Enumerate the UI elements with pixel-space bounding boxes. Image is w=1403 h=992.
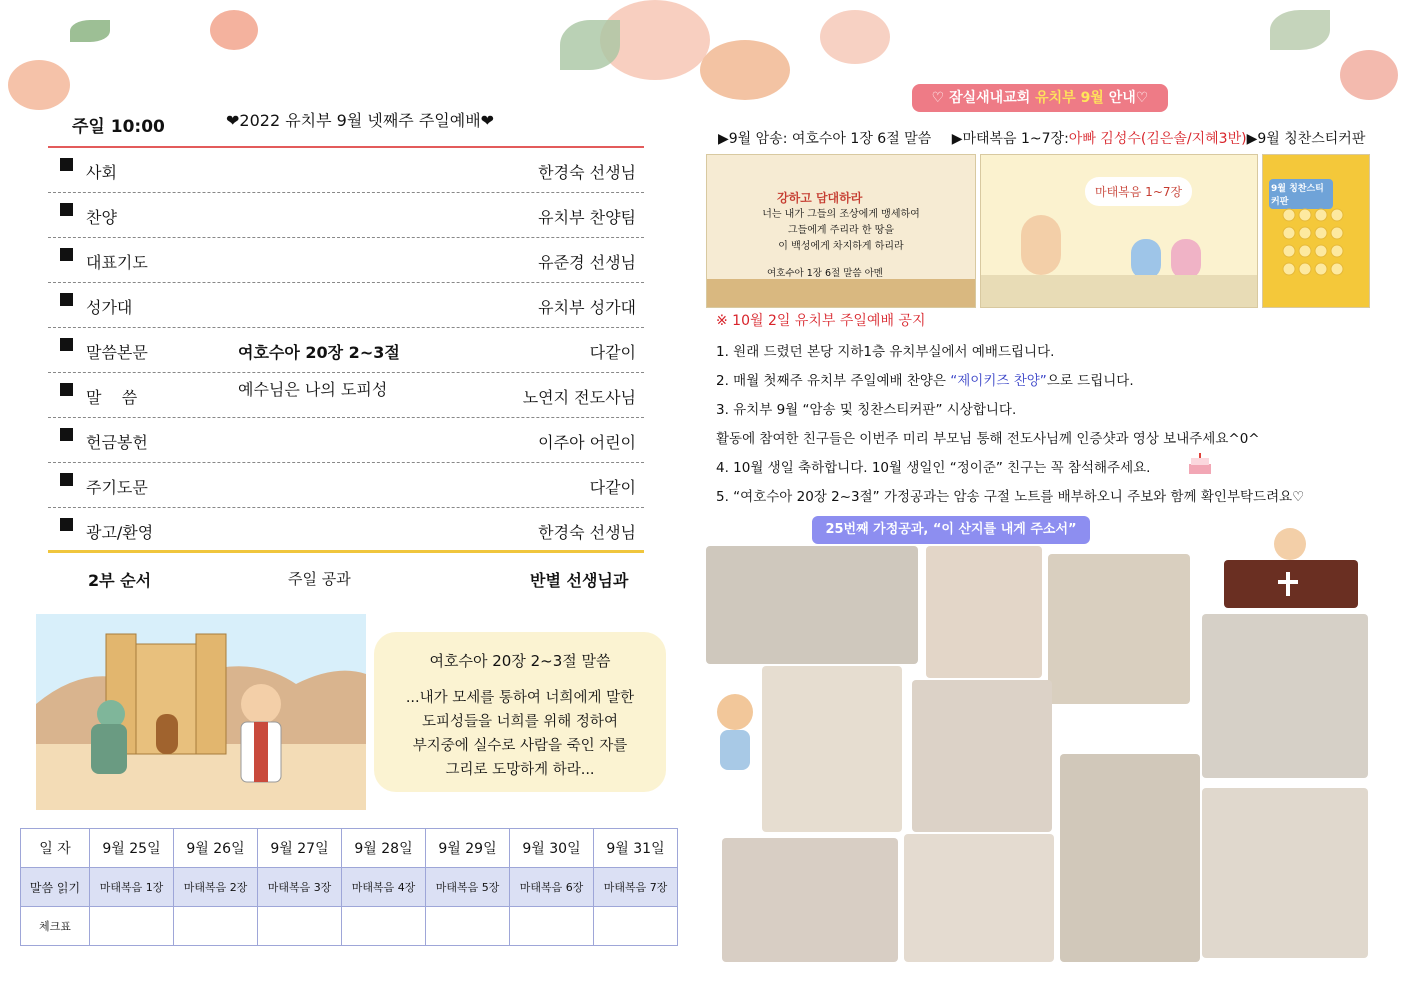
memory-verse-note: ▶9월 암송: 여호수아 1장 6절 말씀: [718, 131, 932, 147]
order-row: [48, 463, 644, 508]
order-row: [48, 508, 644, 553]
part2-label: 2부 순서: [88, 571, 152, 590]
check-cell[interactable]: [510, 907, 594, 946]
order-row: [48, 193, 644, 238]
child-photo: [1048, 554, 1190, 704]
monthly-summary: [718, 128, 1365, 148]
child-photo: [762, 666, 902, 832]
notice-title: ※ 10월 2일 유치부 주일예배 공지: [716, 313, 926, 329]
check-cell[interactable]: [258, 907, 342, 946]
verse-title: 여호수아 20장 2~3절 말씀: [429, 652, 611, 670]
date-cell: 9월 28일: [342, 829, 426, 868]
reading-cell: 마태복음 3장: [258, 868, 342, 907]
page-title: ❤2022 유치부 9월 넷째주 주일예배❤: [226, 111, 495, 130]
order-leader: 한경숙 선생님: [538, 523, 636, 542]
banner-highlight: 유치부 9월: [1035, 90, 1104, 106]
order-label: 대표기도: [86, 253, 148, 272]
sticker-board-card: [1262, 154, 1370, 308]
cake-icon: [1186, 452, 1214, 476]
notice-item: [716, 369, 1134, 389]
part2-middle: 주일 공과: [288, 570, 351, 588]
child-photo: [722, 838, 898, 962]
banner-text: 안내♡: [1103, 90, 1149, 106]
leaf-decoration: [70, 20, 110, 42]
child-figure: [1171, 239, 1201, 279]
check-cell[interactable]: [174, 907, 258, 946]
notice-item: 1. 원래 드렸던 본당 지하1층 유치부실에서 예배드립니다.: [716, 344, 1055, 360]
order-leader: 유치부 성가대: [538, 298, 636, 317]
flower-decoration: [820, 10, 890, 64]
row-label: 체크표: [21, 907, 90, 946]
order-row: [48, 418, 644, 463]
reading-cell: 마태복음 4장: [342, 868, 426, 907]
check-cell[interactable]: [594, 907, 678, 946]
order-label: 사회: [86, 163, 117, 182]
notice-item: 4. 10월 생일 축하합니다. 10월 생일인 “정이준” 친구는 꼭 참석해주세요.: [716, 460, 1151, 476]
date-cell: 9월 29일: [426, 829, 510, 868]
child-photo: [912, 680, 1052, 832]
notice-text: 2. 매월 첫째주 유치부 주일예배 찬양은: [716, 373, 951, 389]
date-cell: 9월 27일: [258, 829, 342, 868]
verse-line: 부지중에 실수로 사람을 죽인 자를: [412, 738, 628, 754]
card-ref: 여호수아 1장 6절 말씀 아멘: [767, 268, 883, 279]
matthew-winner: 아빠 김성수(김은솔/지혜3반): [1068, 131, 1247, 147]
bullet-square-icon: [60, 338, 73, 351]
row-label: 일 자: [21, 829, 90, 868]
order-leader: 다같이: [589, 343, 636, 362]
notice-highlight: “제이키즈 찬양”: [950, 373, 1047, 389]
date-cell: 9월 26일: [174, 829, 258, 868]
order-label: 찬양: [86, 208, 117, 227]
card-line: 그들에게 주리라 한 땅을: [787, 225, 895, 236]
card-title: 9월 칭찬스티커판: [1269, 179, 1333, 209]
sticker-note: ▶9월 칭찬스티커판: [1246, 131, 1366, 147]
reading-cell: 마태복음 2장: [174, 868, 258, 907]
divider: [48, 550, 644, 553]
order-leader: 다같이: [589, 478, 636, 497]
child-photo: [1202, 788, 1368, 958]
order-leader: 이주아 어린이: [538, 433, 636, 452]
jesus-figure: [1021, 215, 1061, 275]
verse-line: ...내가 모세를 통하여 너희에게 말한: [405, 690, 635, 706]
date-cell: 9월 31일: [594, 829, 678, 868]
card-title: 마태복음 1~7장: [1085, 177, 1192, 206]
notice-banner: [912, 84, 1168, 112]
date-cell: 9월 30일: [510, 829, 594, 868]
order-leader: 한경숙 선생님: [538, 163, 636, 182]
order-label: 광고/환영: [86, 523, 154, 542]
reading-cell: 마태복음 7장: [594, 868, 678, 907]
bullet-square-icon: [60, 518, 73, 531]
verse-line: 도피성들을 너희를 위해 정하여: [422, 714, 618, 730]
child-photo: [1060, 754, 1200, 962]
refuge-city-illustration: [36, 614, 366, 810]
order-label: 헌금봉헌: [86, 433, 148, 452]
card-title: 강하고 담대하라: [777, 191, 863, 205]
leaf-decoration: [560, 20, 620, 70]
card-line: 너는 내가 그들의 조상에게 맹세하여: [762, 209, 920, 220]
notice-item: 3. 유치부 9월 “암송 및 칭찬스티커판” 시상합니다.: [716, 402, 1017, 418]
reading-cell: 마태복음 1장: [90, 868, 174, 907]
verse-box: [374, 632, 666, 792]
order-label: 성가대: [86, 298, 133, 317]
notice-text: 으로 드립니다.: [1046, 373, 1134, 389]
bible-jesus-illustration: [1214, 520, 1368, 612]
flower-decoration: [700, 40, 790, 100]
flower-decoration: [1340, 50, 1398, 100]
child-photo: [904, 834, 1054, 962]
child-figure: [1131, 239, 1161, 279]
order-row: [48, 283, 644, 328]
row-label: 말씀 읽기: [21, 868, 90, 907]
girl-illustration: [708, 690, 762, 776]
order-leader: 유준경 선생님: [538, 253, 636, 272]
matthew-note: ▶마태복음 1~7장:: [951, 131, 1069, 147]
order-row: [48, 148, 644, 193]
bullet-square-icon: [60, 383, 73, 396]
reading-cell: 마태복음 5장: [426, 868, 510, 907]
order-label: 주기도문: [86, 478, 148, 497]
bullet-square-icon: [60, 428, 73, 441]
child-photo: [1202, 614, 1368, 778]
bullet-square-icon: [60, 473, 73, 486]
order-detail: 예수님은 나의 도피성: [238, 380, 388, 399]
part2-right: 반별 선생님과: [530, 571, 629, 590]
order-label: 말 씀: [86, 388, 138, 407]
order-leader: 노연지 전도사님: [522, 388, 636, 407]
calendar-strip: [981, 275, 1257, 307]
check-cell[interactable]: [426, 907, 510, 946]
order-row: [48, 328, 644, 373]
service-time: 주일 10:00: [72, 117, 165, 137]
flower-decoration: [210, 10, 258, 50]
notice-item: 활동에 참여한 친구들은 이번주 미리 부모님 통해 전도사님께 인증샷과 영상 보내주세요^0^: [716, 431, 1260, 447]
bullet-square-icon: [60, 158, 73, 171]
check-cell[interactable]: [90, 907, 174, 946]
matthew-card: [980, 154, 1258, 308]
verse-line: 그리로 도망하게 하라...: [445, 762, 595, 778]
verse-text: [384, 686, 656, 782]
leaf-decoration: [1270, 10, 1330, 50]
order-row: [48, 373, 644, 418]
order-row: [48, 238, 644, 283]
lesson-pill: 25번째 가정공과, “이 산지를 내게 주소서”: [812, 516, 1090, 544]
ground-decoration: [707, 279, 975, 307]
check-cell[interactable]: [342, 907, 426, 946]
bullet-square-icon: [60, 203, 73, 216]
reading-table: [20, 828, 678, 946]
bullet-square-icon: [60, 293, 73, 306]
banner-text: ♡ 잠실새내교회: [931, 90, 1036, 106]
child-photo: [926, 546, 1042, 678]
order-detail: 여호수아 20장 2~3절: [238, 343, 400, 362]
child-photo: [706, 546, 918, 664]
sticker-grid: [1281, 207, 1351, 287]
memory-verse-card: [706, 154, 976, 308]
bullet-square-icon: [60, 248, 73, 261]
order-label: 말씀본문: [86, 343, 148, 362]
reading-cell: 마태복음 6장: [510, 868, 594, 907]
flower-decoration: [8, 60, 70, 110]
order-leader: 유치부 찬양팀: [538, 208, 636, 227]
date-cell: 9월 25일: [90, 829, 174, 868]
notice-item: 5. “여호수아 20장 2~3절” 가정공과는 암송 구절 노트를 배부하오니 주보와 함께 확인부탁드려요♡: [716, 489, 1305, 505]
card-line: 이 백성에게 차지하게 하리라: [778, 241, 904, 252]
